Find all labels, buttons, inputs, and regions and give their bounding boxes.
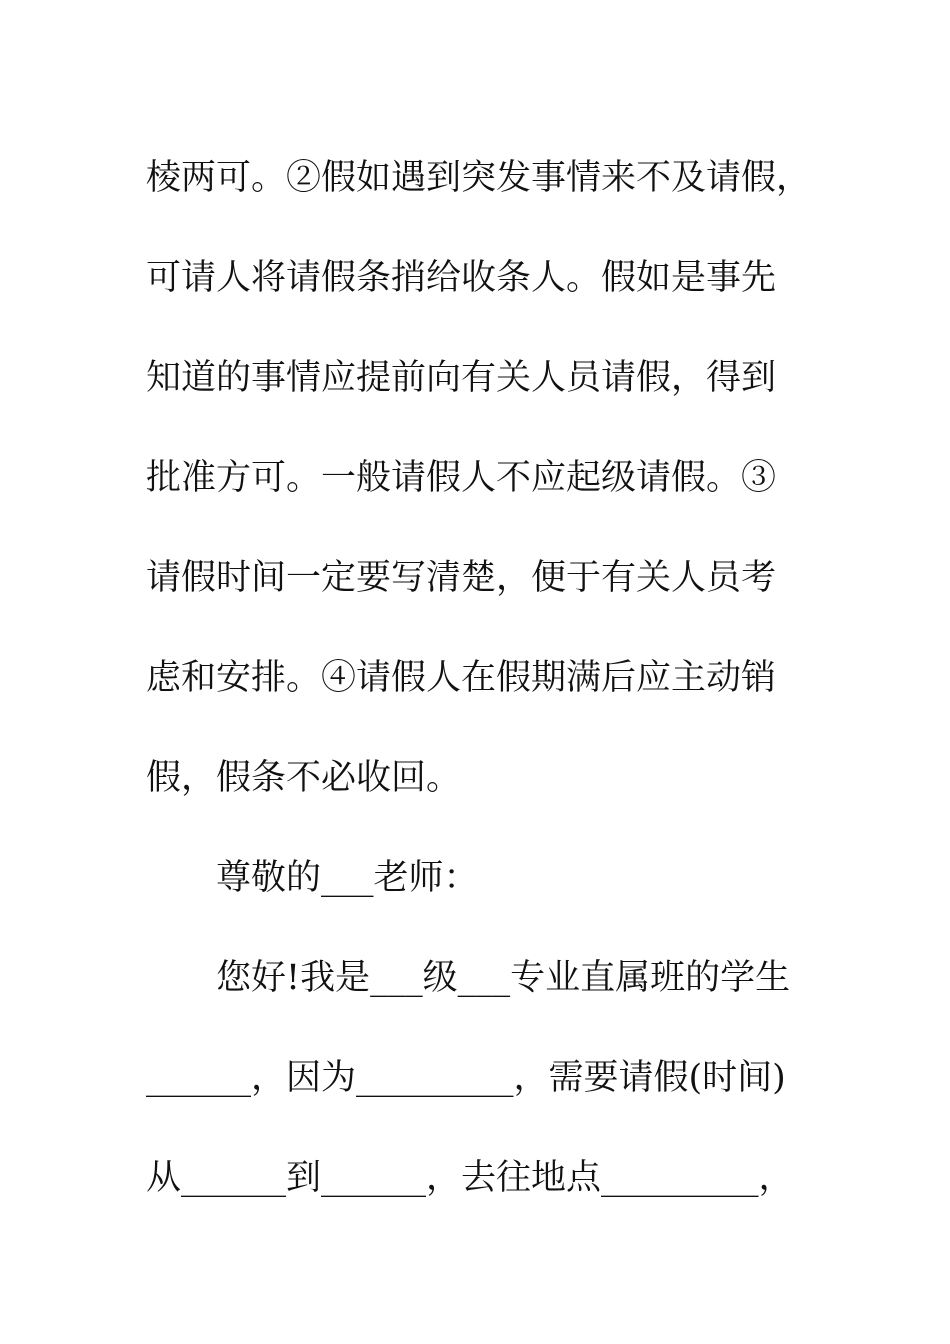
text-line-3: 知道的事情应提前向有关人员请假，得到	[146, 358, 777, 398]
document-body	[146, 128, 826, 1228]
salutation-line: 尊敬的___老师：	[216, 858, 479, 898]
time-location-line: 从______到______，去往地点_________，	[146, 1158, 794, 1198]
greeting-line: 您好!我是___级___专业直属班的学生	[216, 958, 791, 998]
text-line-7: 假，假条不必收回。	[146, 758, 462, 798]
text-line-2: 可请人将请假条捎给收条人。假如是事先	[146, 258, 777, 298]
text-line-5: 请假时间一定要写清楚，便于有关人员考	[146, 558, 777, 598]
text-line-4: 批准方可。一般请假人不应起级请假。③	[146, 458, 777, 498]
text-line-1: 棱两可。②假如遇到突发事情来不及请假，	[146, 158, 812, 198]
reason-line: ______，因为_________，需要请假(时间)	[146, 1058, 786, 1098]
text-line-6: 虑和安排。④请假人在假期满后应主动销	[146, 658, 777, 698]
